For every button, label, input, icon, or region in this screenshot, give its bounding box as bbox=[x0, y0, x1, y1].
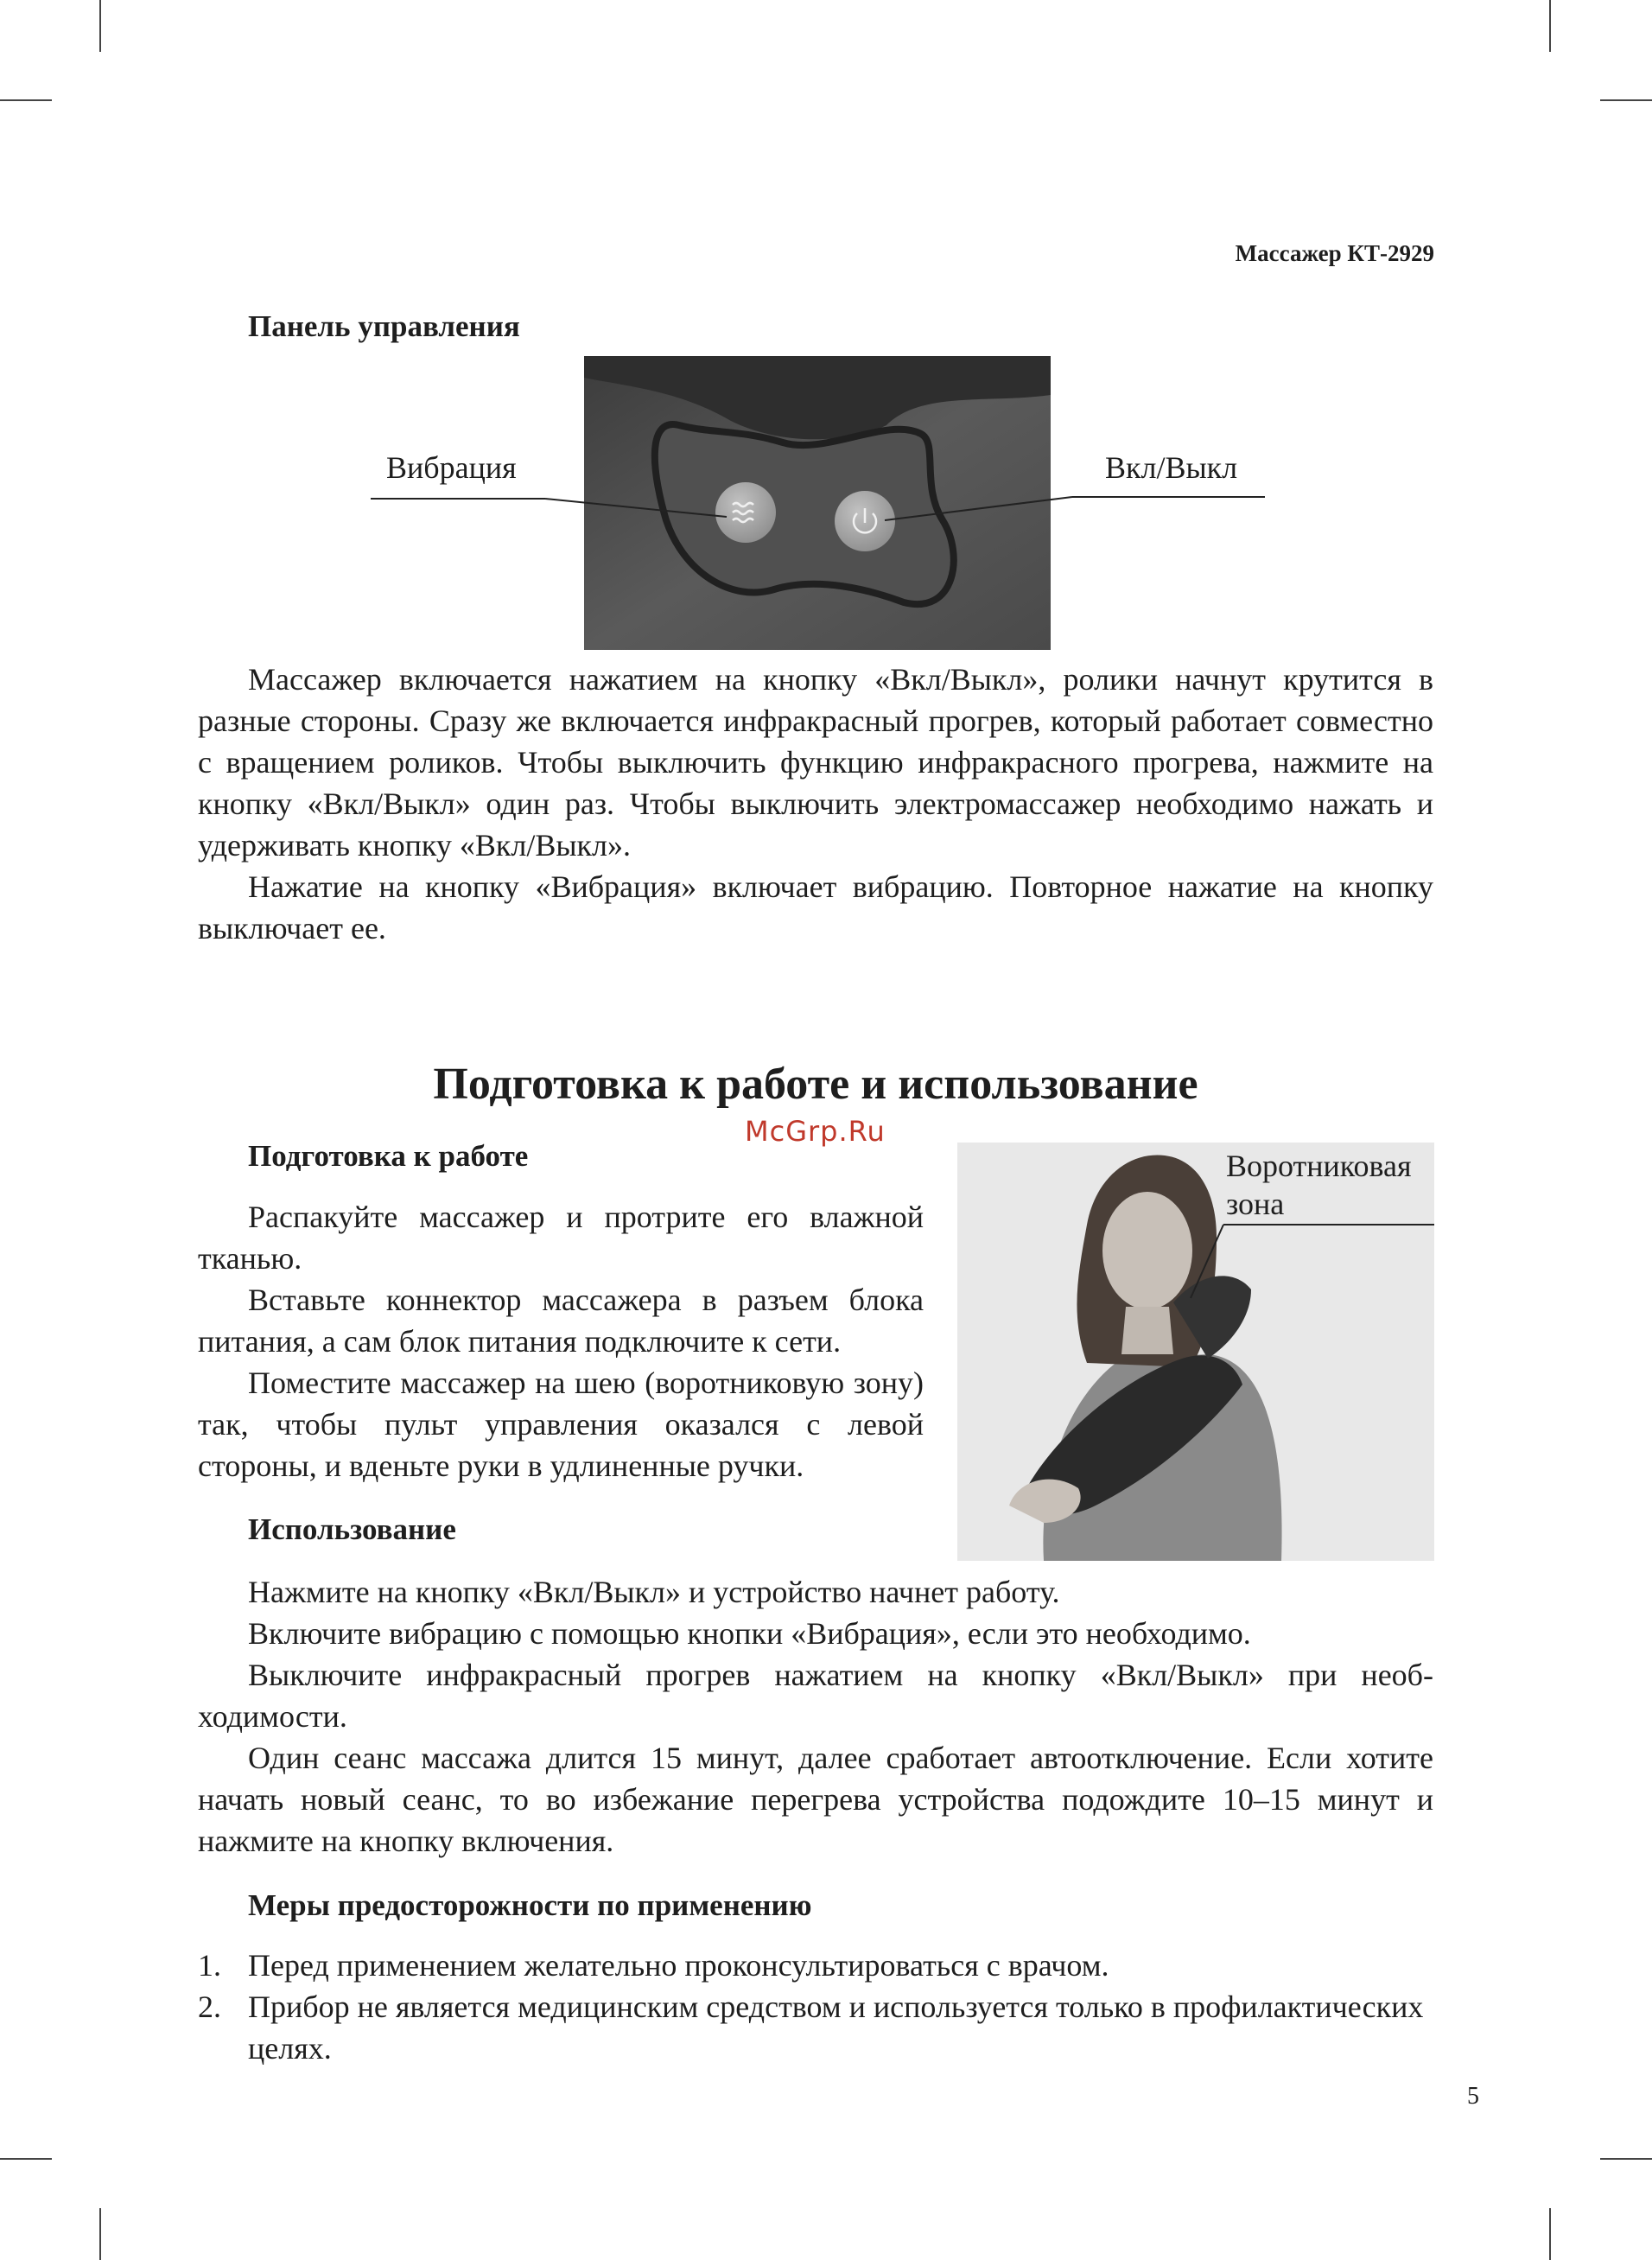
list-item-number: 2. bbox=[198, 1989, 221, 2024]
collar-zone-label-line2: зона bbox=[1226, 1187, 1285, 1221]
power-callout-label: Вкл/Выкл bbox=[1105, 450, 1238, 485]
paragraph: Нажмите на кнопку «Вкл/Выкл» и устройство начнет работу. bbox=[248, 1575, 1060, 1609]
running-header: Массажер КТ-2929 bbox=[1235, 240, 1434, 266]
crop-mark bbox=[1600, 2158, 1652, 2160]
page-number: 5 bbox=[1467, 2083, 1479, 2110]
control-panel-heading: Панель управления bbox=[248, 309, 520, 343]
vibration-callout-label: Вибрация bbox=[386, 450, 517, 485]
section-title: Подготовка к работе и использование bbox=[433, 1060, 1198, 1109]
crop-mark bbox=[1549, 2208, 1551, 2260]
crop-mark bbox=[1549, 0, 1551, 52]
usage-heading: Использование bbox=[248, 1512, 456, 1546]
paragraph: Выключите инфракрасный прогрев нажатием на кнопку «Вкл/Выкл» при необходимости. bbox=[198, 1658, 1433, 1734]
paragraph: Распакуйте массажер и протрите его влажной тканью. bbox=[198, 1200, 924, 1276]
list-item bbox=[198, 1945, 1433, 1986]
prep-heading: Подготовка к работе bbox=[248, 1139, 529, 1173]
list-item-text: Перед применением желательно проконсультироваться с врачом. bbox=[248, 1948, 1109, 1983]
collar-zone-label-line1: Воротниковая bbox=[1226, 1149, 1412, 1183]
precautions-list bbox=[198, 1945, 1433, 2069]
list-item-number: 1. bbox=[198, 1948, 221, 1983]
paragraph: Один сеанс массажа длится 15 минут, далее сработает автоотключение. Если хотите начать новый сеанс, то во избежание перегрева устройства подождите 10–15 минут и нажмите на кнопку включения. bbox=[198, 1741, 1433, 1858]
control-panel-description bbox=[198, 659, 1433, 949]
crop-mark bbox=[99, 2208, 101, 2260]
list-item bbox=[198, 1986, 1433, 2069]
crop-mark bbox=[1600, 99, 1652, 101]
paragraph: Поместите массажер на шею (воротниковую зону) так, чтобы пульт управления оказался с левой стороны, и вденьте руки в удлиненные ручки. bbox=[198, 1366, 924, 1483]
crop-mark bbox=[0, 2158, 52, 2160]
paragraph: Включите вибрацию с помощью кнопки «Вибрация», если это необходимо. bbox=[248, 1616, 1251, 1651]
list-item-text: Прибор не является медицинским средством и используется только в профилактических целях. bbox=[248, 1989, 1424, 2066]
prep-text bbox=[198, 1196, 924, 1487]
paragraph: Вставьте коннектор массажера в разъем блока питания, а сам блок питания подключите к сети. bbox=[198, 1283, 924, 1359]
crop-mark bbox=[99, 0, 101, 52]
collar-zone-label bbox=[1226, 1147, 1412, 1223]
paragraph: Массажер включается нажатием на кнопку «Вкл/Выкл», ролики начнут крутится в разные стороны. Сразу же включается инфракрасный прогрев, который работает совместно с вращением роликов. Чтобы выключить функцию инфракрасного прогрева, нажмите на кнопку «Вкл/Выкл» один раз. Чтобы выключить электромассажер необходимо нажать и удерживать кнопку «Вкл/Выкл». bbox=[198, 662, 1433, 863]
usage-text bbox=[198, 1571, 1433, 1862]
paragraph: Нажатие на кнопку «Вибрация» включает вибрацию. Повторное нажатие на кнопку выключает ее. bbox=[198, 869, 1433, 945]
control-panel-photo bbox=[368, 356, 1293, 650]
watermark: McGrp.Ru bbox=[745, 1115, 886, 1148]
precautions-heading: Меры предосторожности по применению bbox=[248, 1888, 812, 1922]
crop-mark bbox=[0, 99, 52, 101]
